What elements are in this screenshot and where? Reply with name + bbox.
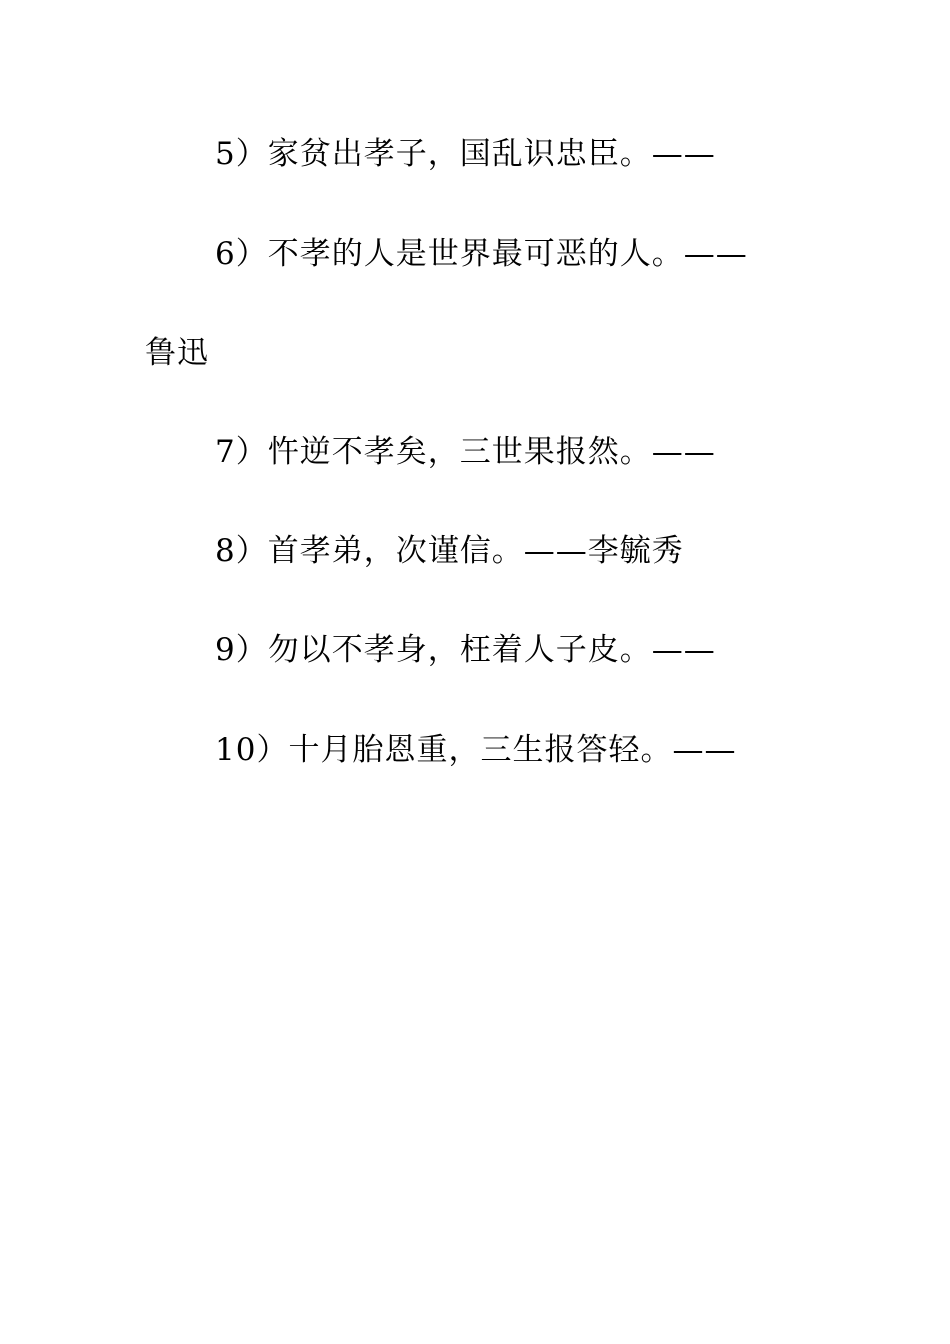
quote-line-6: 6）不孝的人是世界最可恶的人。——: [215, 236, 748, 272]
quote-line-6-attribution: 鲁迅: [145, 335, 209, 371]
quote-line-8: 8）首孝弟，次谨信。——李毓秀: [215, 533, 684, 569]
quote-line-7: 7）忤逆不孝矣，三世果报然。——: [215, 434, 716, 470]
quote-line-9: 9）勿以不孝身，枉着人子皮。——: [215, 632, 716, 668]
quote-line-5: 5）家贫出孝子，国乱识忠臣。——: [215, 136, 716, 172]
quote-line-10: 10）十月胎恩重，三生报答轻。——: [215, 732, 737, 768]
